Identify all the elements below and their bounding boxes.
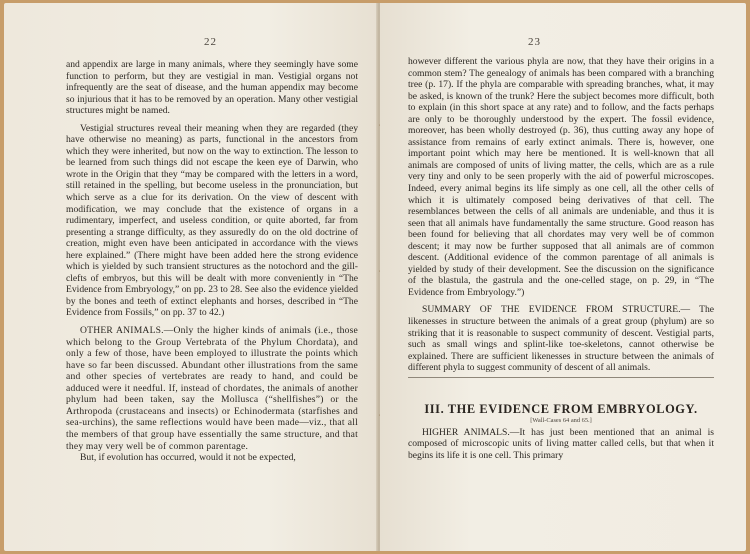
right-page [380, 3, 746, 551]
paragraph: Vestigial structures reveal their meaning when they are regarded (they have otherwise no meaning) as parts, functional in the ancestors from which they were inherited, but now on the way to extinction. The lesson to be learned from such things did not escape the keen eye of Darwin, who wrote in the Origin that they “may be compared with the letters in a word, still retained in the spelling, but become useless in the pronunciation, but which serve as a clue for its derivation. On the view of descent with modification, we may conclude that the existence of organs in a rudimentary, imperfect, and useless condition, or quite aborted, far from presenting a strange difficulty, as they assuredly do on the old doctrine of creation, might even have been anticipated in accordance with the views here explained.” (There might have been added here the strong evidence which is yielded by such transient structures as the notochord and the gill-clefts of embryos, but this will be dealt with more conveniently in “The Evidence from Embryology,” on pp. 23 to 28. See also the evidence yielded by the bones and teeth of extinct elephants and horses, described in “The Evidence from Fossils,” on pp. 37 to 42.) [66, 122, 358, 319]
paragraph: and appendix are large in many animals, where they seemingly have some function to perform, but they are vestigial in man. Vestigial organs not infrequently are the seat of disease, and the human appendix may become so injurious that it has to be removed by an operation. Many other vestigial structures might be named. [66, 59, 358, 117]
paragraph-other-animals: OTHER ANIMALS.—Only the higher kinds of animals (i.e., those which belong to the Group Vertebrata of the Phylum Chordata), and only a few of those, have been employed to illustrate the points which have so far been discussed. Abundant other illustrations from the same and other species of vertebrates are ready to hand, and could be adduced were it needful. If, instead of chordates, the animals of another phylum had been taken, say the Mollusca (“shellfishes”) or the Arthropoda (crustaceans and insects) or Echinodermata (starfishes and sea-urchins), the same reflections would have been made—viz., that all the members of that group have essentially the same structure, and that they may very well be of common parentage. [66, 325, 358, 452]
left-page-text [66, 59, 358, 464]
paragraph: however different the various phyla are now, that they have their origins in a common stem? The genealogy of animals has been compared with a branching tree (p. 17). If the phyla are comparable with spreading branches, what, it may be asked, is known of the trunk? Here the subject becomes more difficult, both to explain (in this short space at any rate) and to follow, and the facts perhaps are only to be thoroughly understood by the expert. The fossil evidence, moreover, has been wholly destroyed (p. 36), thus cutting away any hope of assistance from remains of early extinct animals. There is, however, one important point which may here be mentioned. It is well-known that all animals are composed of units of living matter, the cells, which are as a rule very tiny and only to be seen properly with the aid of powerful microscopes. Indeed, every animal begins its life simply as one cell, all the other cells of which it is ultimately composed being derivatives of that cell. The resemblances between the cells of all animals are undeniable, and thus it is seen that all animals have fundamentally the same structure. Good reason has been found for believing that all chordates may very well be of common descent; it may now be further supposed that all animals are of common descent. (Additional evidence of the common parentage of all animals is yielded by study of their development. See the discussion on the significance of the blastula, the gastrula and the one-celled stage, on p. 29, in “The Evidence from Embryology.”) [408, 56, 714, 298]
section-divider [408, 377, 714, 378]
page-number-right: 23 [528, 36, 541, 48]
paragraph: But, if evolution has occurred, would it not be expected, [80, 452, 296, 464]
right-page-text [408, 56, 714, 462]
left-page [4, 3, 378, 551]
paragraph-summary: SUMMARY OF THE EVIDENCE FROM STRUCTURE.— The likenesses in structure between the animals of a great group (phylum) are so striking that it is reasonable to suspect community of descent. Vestigial parts, such as small wings and splint-like toe-skeletons, cannot otherwise be explained. There are sufficient likenesses in structure between the animals of different phyla to suggest community of descent of all animals. [408, 304, 714, 374]
paragraph-higher-animals: HIGHER ANIMALS.—It has just been mentioned that an animal is composed of microscopic units of living matter called cells, but that when it begins its life it is one cell. This primary [408, 426, 714, 461]
page-number-left: 22 [204, 36, 217, 48]
section-note: [Wall-Cases 64 and 65.] [530, 417, 592, 425]
section-heading: III. THE EVIDENCE FROM EMBRYOLOGY. [424, 401, 698, 416]
